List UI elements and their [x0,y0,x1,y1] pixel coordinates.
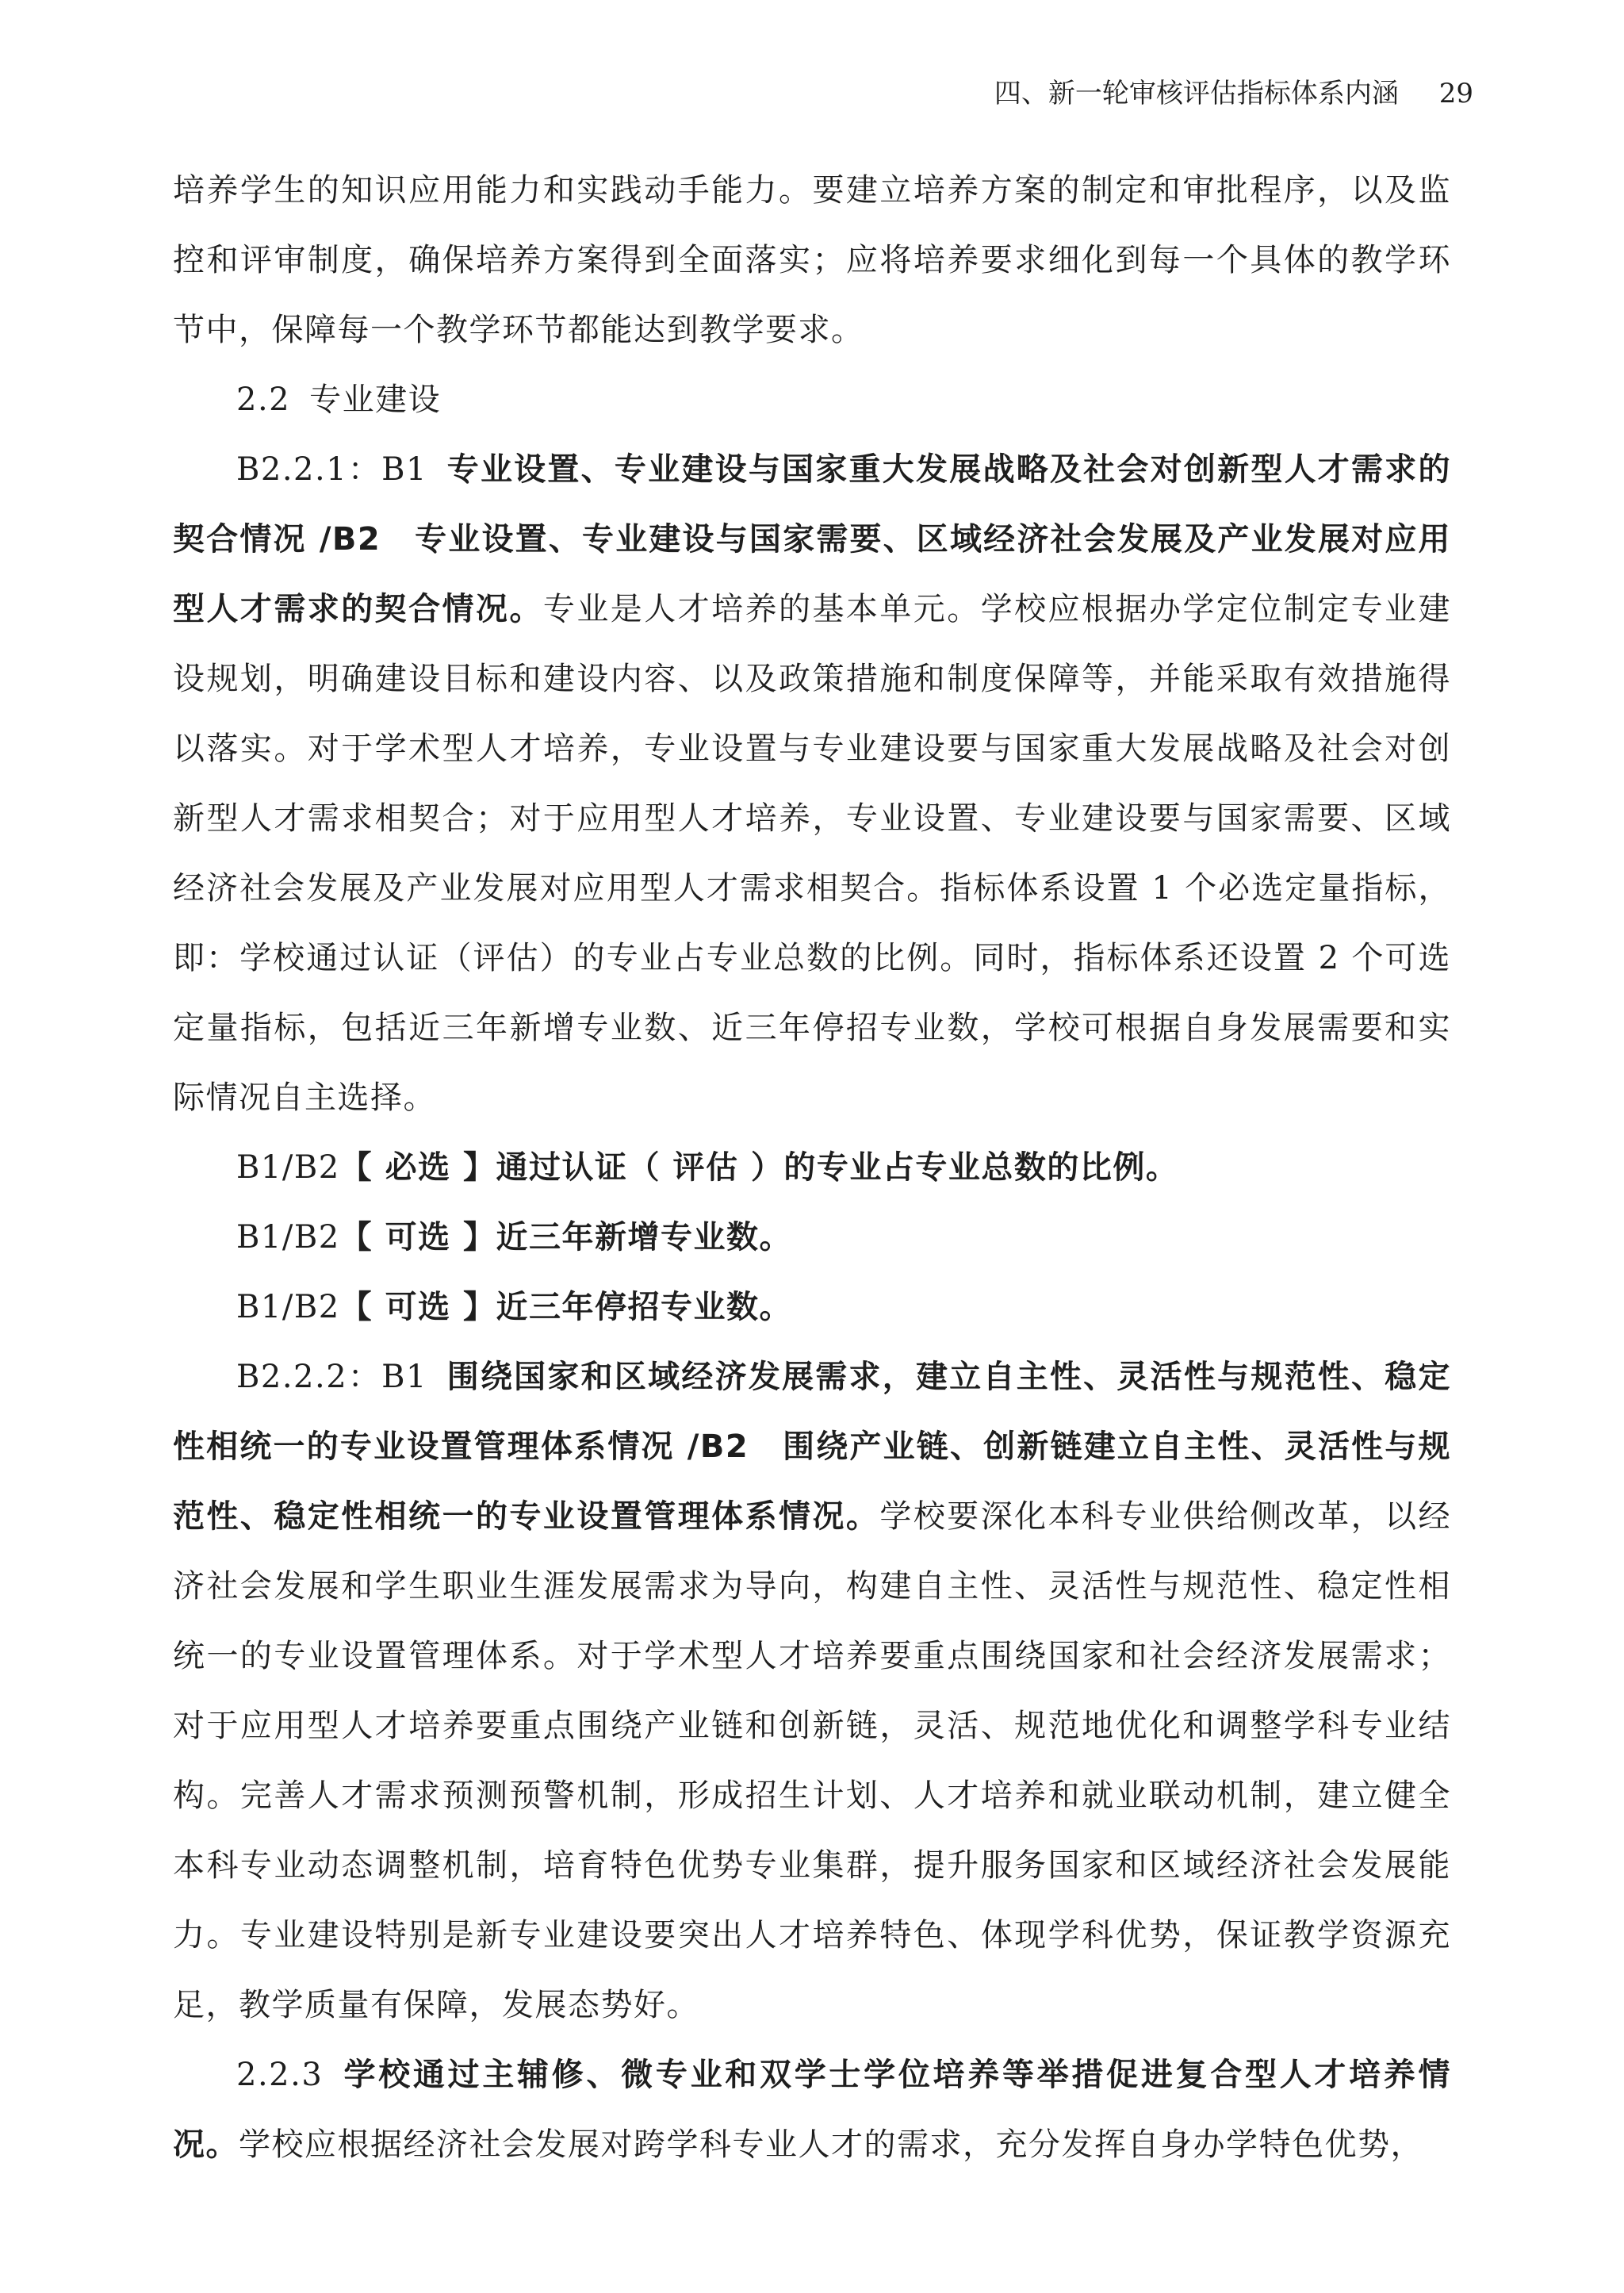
section-title: 专业建设 [309,382,442,418]
running-header [994,76,1473,111]
page-number: 29 [1438,78,1473,109]
indicator-prefix: B1/B2 [236,1219,340,1256]
indicator-b221 [173,435,1451,1133]
indicator-body: 学校要深化本科专业供给侧改革，以经济社会发展和学生职业生涯发展需求为导向，构建自主性、灵活性与规范性、稳定性相统一的专业设置管理体系。对于学术型人才培养要重点围绕国家和社会经济发展需求；对于应用型人才培养要重点围绕产业链和创新链，灵活、规范地优化和调整学科专业结构。完善人才需求预测预警机制，形成招生计划、人才培养和就业联动机制，建立健全本科专业动态调整机制，培育特色优势专业集群，提升服务国家和区域经济社会发展能力。专业建设特别是新专业建设要突出人才培养特色、体现学科优势，保证教学资源充足，教学质量有保障，发展态势好。 [173,1498,1452,2023]
quant-indicator-required [173,1133,1451,1202]
indicator-text: 【 必选 】通过认证（ 评估 ）的专业占专业总数的比例。 [339,1149,1179,1186]
section-heading-2-2 [173,365,1451,435]
page-body [173,155,1451,2180]
indicator-code: B2.2.1：B1 [236,451,427,488]
paragraph-continued: 培养学生的知识应用能力和实践动手能力。要建立培养方案的制定和审批程序，以及监控和评审制度，确保培养方案得到全面落实；应将培养要求细化到每一个具体的教学环节中，保障每一个教学环节都能达到教学要求。 [173,172,1451,348]
indicator-prefix: B1/B2 [236,1289,340,1325]
section-body: 学校应根据经济社会发展对跨学科专业人才的需求，充分发挥自身办学特色优势， [239,2126,1423,2163]
section-heading-2-2-3 [173,2040,1451,2180]
indicator-body: 专业是人才培养的基本单元。学校应根据办学定位制定专业建设规划，明确建设目标和建设内容、以及政策措施和制度保障等，并能采取有效措施得以落实。对于学术型人才培养，专业设置与专业建设要与国家重大发展战略及社会对创新型人才需求相契合；对于应用型人才培养，专业设置、专业建设要与国家需要、区域经济社会发展及产业发展对应用型人才需求相契合。指标体系设置 1 个必选定量指标，即：学校通过认证（评估）的专业占专业总数的比例。同时，指标体系还设置 2 个可选定量指标，包括近三年新增专业数、近三年停招专业数，学校可根据自身发展需要和实际情况自主选择。 [173,591,1452,1116]
section-title: 学校通过主辅修、微专业和双学士学位培养等举措促进复合型人才培养情况。 [173,2057,1451,2163]
indicator-title: 围绕国家和区域经济发展需求，建立自主性、灵活性与规范性、稳定性相统一的专业设置管理体系情况 /B2 围绕产业链、创新链建立自主性、灵活性与规范性、稳定性相统一的专业设置管理体系情况。 [173,1359,1451,1535]
indicator-text: 【 可选 】近三年停招专业数。 [339,1289,793,1325]
indicator-prefix: B1/B2 [236,1149,340,1186]
header-title: 四、新一轮审核评估指标体系内涵 [994,78,1399,109]
indicator-title: 专业设置、专业建设与国家重大发展战略及社会对创新型人才需求的契合情况 /B2 专业设置、专业建设与国家需要、区域经济社会发展及产业发展对应用型人才需求的契合情况。 [173,451,1451,627]
quant-indicator-optional-new [173,1202,1451,1272]
indicator-b222 [173,1342,1451,2040]
indicator-code: B2.2.2：B1 [236,1359,427,1395]
quant-indicator-optional-stopped [173,1272,1451,1342]
section-number: 2.2.3 [236,2057,324,2093]
section-number: 2.2 [236,382,291,418]
indicator-text: 【 可选 】近三年新增专业数。 [339,1219,793,1256]
